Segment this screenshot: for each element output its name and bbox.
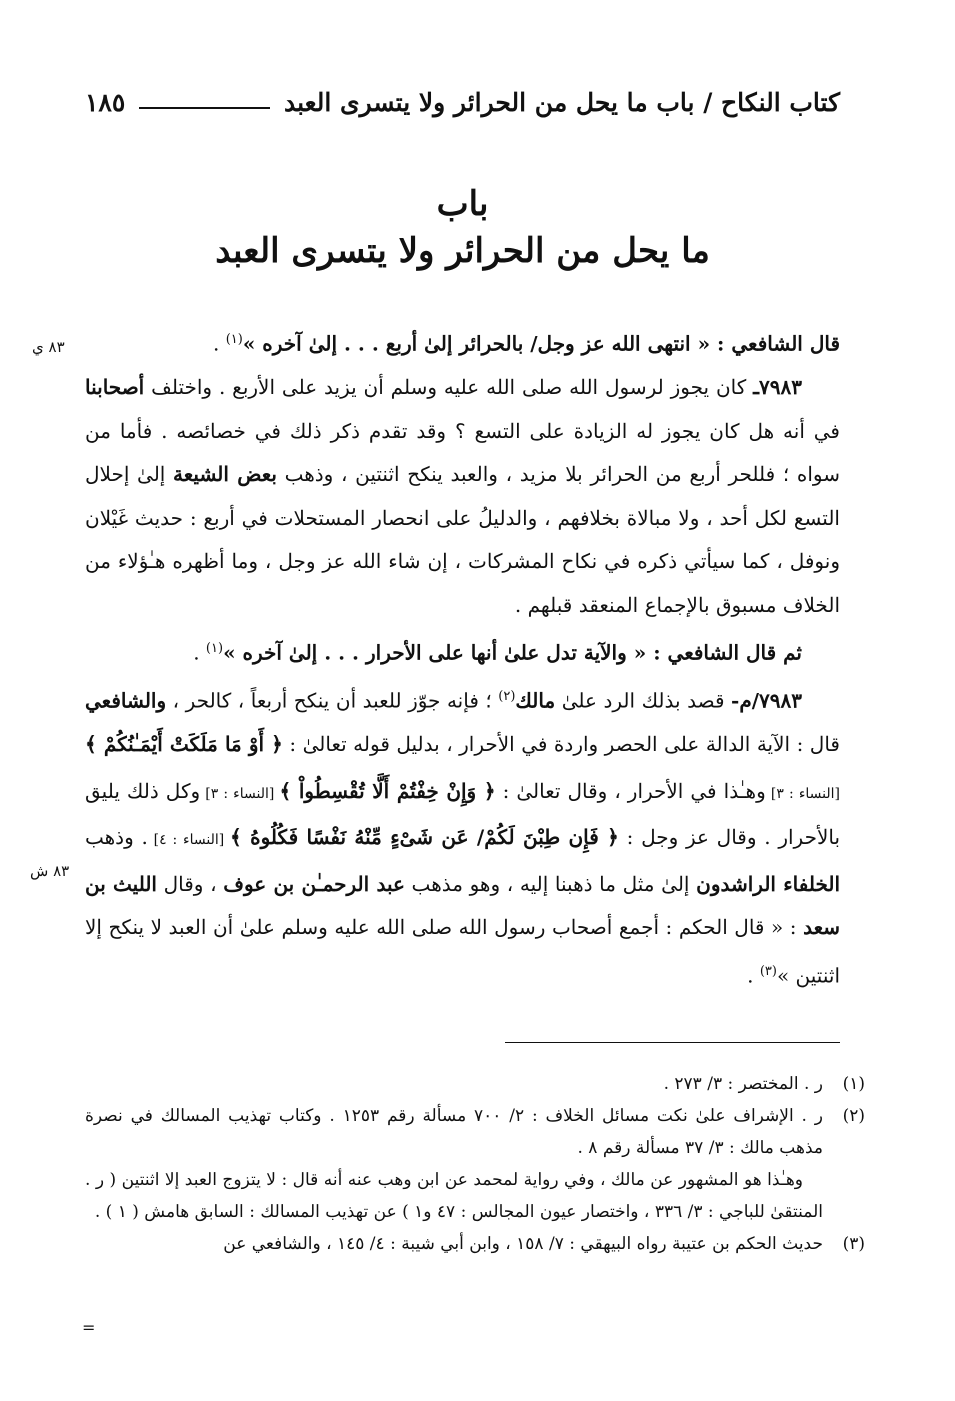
paragraph-3: ثم قال الشافعي : « والآية تدل علىٰ أنها على الأحرار . . . إلىٰ آخره »$^{(١)}$ . xyxy=(193,640,802,665)
footnote-text: حديث الحكم بن عتيبة رواه البيهقي : ٧/ ١٥٨ ، وابن أبي شيبة : ٤/ ١٤٥ ، والشافعي عن xyxy=(223,1234,823,1254)
footnote-separator xyxy=(505,1042,840,1043)
quran-verse: ﴿ أَوْ مَا مَلَكَتْ أَيْمَـٰنُكُمْ ﴾ xyxy=(85,732,283,757)
footnotes xyxy=(85,1068,865,1260)
paragraph-2: ٧٩٨٣ـ كان يجوز لرسول الله صلى الله عليه وسلم أن يزيد على الأربع . واختلف أصحابنا في أنه هل كان يجوز له الزيادة على التسع ؟ وقد تقدم ذكر ذلك في خصائصه . فأما من سواه ؛ فللحر أربع من الحرائر بلا مزيد ، والعبد ينكح اثنتين ، وذهب بعض الشيعة إلىٰ إحلال التسع لكل أحد ، ولا مبالاة بخلافهم ، والدليلُ على انحصار المستحلات في أربع : حديث غَيْلان ونوفل ، كما سيأتي ذكره في نكاح المشركات ، إن شاء الله عز وجل ، وما أظهره هـٰؤلاء من الخلاف مسبوق بالإجماع المنعقد قبلهم . xyxy=(85,375,841,617)
footnote-number: (٣) xyxy=(842,1234,865,1254)
header-rule xyxy=(139,107,270,109)
quoted-text: « انتهى الله عز وجل/ بالحرائر إلىٰ أربع . . . إلىٰ آخره » xyxy=(242,331,711,356)
chapter-title: ما يحل من الحرائر ولا يتسرى العبد xyxy=(215,231,710,271)
running-header-title: كتاب النكاح / باب ما يحل من الحرائر ولا يتسرى العبد xyxy=(284,87,840,117)
continuation-mark: = xyxy=(82,1318,96,1337)
quran-verse: ﴿ فَإِن طِبْنَ لَكُمْ/ عَن شَىْءٍ مِّنْهُ نَفْسًا فَكُلُوهُ ﴾ xyxy=(230,825,619,850)
quran-verse: ﴿ وَإِنْ خِفْتُمْ أَلَّا تُقْسِطُواْ ﴾ xyxy=(279,778,496,803)
verse-reference: [النساء : ٣] xyxy=(200,785,280,802)
verse-reference: [النساء : ٣] xyxy=(765,785,840,802)
footnote-1 xyxy=(85,1068,865,1100)
footnote-ref: (٣) xyxy=(759,963,777,979)
speaker: قال الشافعي : xyxy=(710,331,840,356)
main-text xyxy=(85,318,840,998)
footnote-text: ر . المختصر : ٣/ ٢٧٣ . xyxy=(663,1074,823,1094)
running-header xyxy=(85,82,840,122)
footnote-ref: (٢) xyxy=(498,689,516,705)
margin-note-folio-2: ٨٣ ش xyxy=(30,862,70,880)
footnote-2 xyxy=(85,1100,865,1164)
footnote-3 xyxy=(85,1228,865,1260)
footnote-ref: (١) xyxy=(205,641,224,657)
paragraph-1: قال الشافعي : « انتهى الله عز وجل/ بالحرائر إلىٰ أربع . . . إلىٰ آخره »$^{(١)}$ . xyxy=(212,331,840,356)
paragraph-4: ٧٩٨٣/م- قصد بذلك الرد علىٰ مالك$^{(٢)}$ ؛ فإنه جوّز للعبد أن ينكح أربعاً ، كالحر ، والشافعي قال : الآية الدالة على الحصر واردة في الأحرار ، بدليل قوله تعالىٰ : ﴿ أَوْ مَا مَلَكَتْ أَيْمَـٰنُكُمْ ﴾ [النساء : ٣] وهـٰذا في الأحرار ، وقال تعالىٰ : ﴿ وَإِنْ خِفْتُمْ أَلَّا تُقْسِطُواْ ﴾ [النساء : ٣] وكل ذلك يليق بالأحرار . وقال عز وجل : ﴿ فَإِن طِبْنَ لَكُمْ/ عَن شَىْءٍ مِّنْهُ نَفْسًا فَكُلُوهُ ﴾ [النساء : ٤] . وذهب الخلفاء الراشدون إلىٰ مثل ما ذهبنا إليه ، وهو مذهب عبد الرحمـٰن بن عوف ، وقال الليث بن سعد : « قال الحكم : أجمع أصحاب رسول الله صلى الله عليه وسلم علىٰ أن العبد لا ينكح إلا اثنتين »$^{(٣)}$ . xyxy=(85,688,841,988)
footnote-text: ر . الإشراف علىٰ نكت مسائل الخلاف : ٢/ ٧٠٠ مسألة رقم ١٢٥٣ . وكتاب تهذيب المسالك في نصرة مذهب مالك : ٣/ ٣٧ مسألة رقم ٨ . xyxy=(85,1106,823,1158)
footnote-2-continuation: وهـٰذا هو المشهور عن مالك ، وفي رواية لمحمد عن ابن وهب عنه أنه قال : لا يتزوج العبد إلا اثنتين ( ر . المنتقىٰ للباجي : ٣/ ٣٣٦ ، واختصار عيون المجالس : ٤٧ و١ ) عن تهذيب المسالك : السابق هامش ( ١ ) . xyxy=(85,1170,823,1222)
footnote-ref: (١) xyxy=(225,332,243,347)
quoted-text: « والآية تدل علىٰ أنها على الأحرار . . . إلىٰ آخره » xyxy=(223,640,647,665)
paragraph-number: ٧٩٨٣ـ xyxy=(753,375,802,400)
verse-reference: [النساء : ٤] xyxy=(147,832,231,849)
chapter-heading xyxy=(85,182,840,276)
speaker: ثم قال الشافعي : xyxy=(646,640,802,665)
paragraph-number: ٧٩٨٣/م- xyxy=(731,688,802,713)
margin-note-folio-1: ٨٣ ي xyxy=(32,338,65,356)
chapter-label: باب xyxy=(436,184,489,224)
footnote-number: (١) xyxy=(842,1074,865,1094)
page-number: ١٨٥ xyxy=(85,87,126,117)
footnote-number: (٢) xyxy=(842,1106,865,1126)
